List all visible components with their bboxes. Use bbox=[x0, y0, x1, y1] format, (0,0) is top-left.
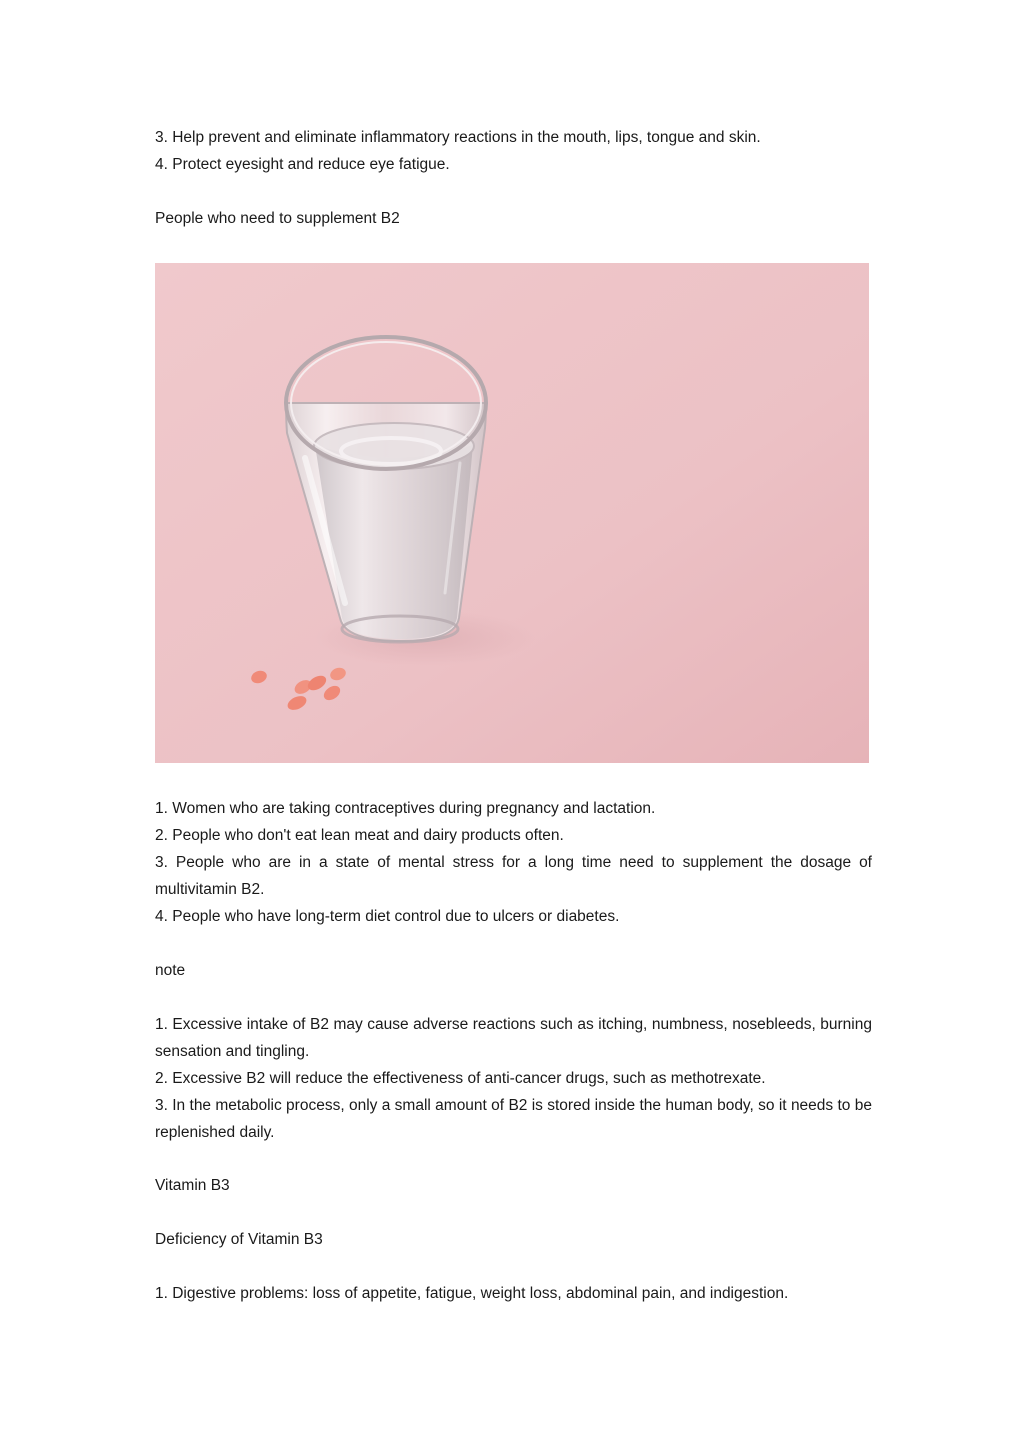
section-heading-deficiency-b3: Deficiency of Vitamin B3 bbox=[155, 1231, 323, 1248]
note-item-1: 1. Excessive intake of B2 may cause adverse reactions such as itching, numbness, nosebleeds, burning sensation and tingling. bbox=[155, 1016, 872, 1060]
deficiency-item-1: 1. Digestive problems: loss of appetite, fatigue, weight loss, abdominal pain, and indigestion. bbox=[155, 1285, 789, 1302]
people-item-3: 3. People who are in a state of mental stress for a long time need to supplement the dosage of multivitamin B2. bbox=[155, 854, 872, 898]
people-item-2: 2. People who don't eat lean meat and dairy products often. bbox=[155, 827, 564, 844]
section-heading-people: People who need to supplement B2 bbox=[155, 210, 400, 227]
note-item-2: 2. Excessive B2 will reduce the effectiveness of anti-cancer drugs, such as methotrexate. bbox=[155, 1070, 766, 1087]
glass-and-pills-photo bbox=[155, 263, 869, 763]
people-item-1: 1. Women who are taking contraceptives during pregnancy and lactation. bbox=[155, 800, 656, 817]
benefit-item-4: 4. Protect eyesight and reduce eye fatigue. bbox=[155, 156, 450, 173]
section-heading-vitamin-b3: Vitamin B3 bbox=[155, 1177, 230, 1194]
note-item-3: 3. In the metabolic process, only a small amount of B2 is stored inside the human body, so it needs to be replenished daily. bbox=[155, 1097, 872, 1141]
note-heading: note bbox=[155, 962, 186, 979]
benefit-item-3: 3. Help prevent and eliminate inflammatory reactions in the mouth, lips, tongue and skin. bbox=[155, 129, 761, 146]
people-item-4: 4. People who have long-term diet control due to ulcers or diabetes. bbox=[155, 908, 620, 925]
